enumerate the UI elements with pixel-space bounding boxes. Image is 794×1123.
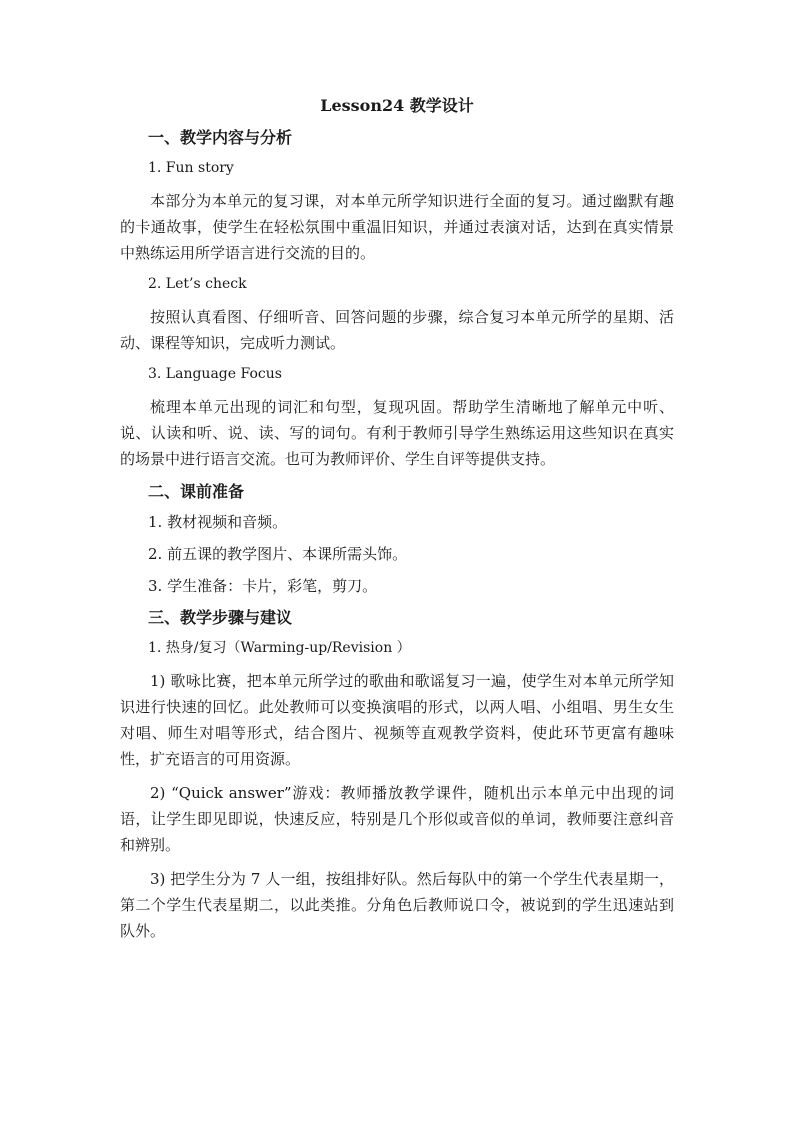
list-item-preparation-3: 3. 学生准备：卡片，彩笔，剪刀。 — [148, 577, 378, 595]
paragraph-language-focus: 梳理本单元出现的词汇和句型，复现巩固。帮助学生清晰地了解单元中听、说、认读和听、说、读、写的词句。有利于教师引导学生熟练运用这些知识在真实的场景中进行语言交流。也可为教师评价、学生自评等提供支持。 — [120, 398, 674, 468]
section-heading-content-analysis: 一、教学内容与分析 — [148, 128, 293, 147]
paragraph-step-1: 1) 歌咏比赛，把本单元所学过的歌曲和歌谣复习一遍，使学生对本单元所学知识进行快速的回忆。此处教师可以变换演唱的形式，以两人唱、小组唱、男生女生对唱、师生对唱等形式，结合图片、视频等直观教学资料，使此环节更富有趣味性，扩充语言的可用资源。 — [120, 672, 674, 768]
paragraph-step-2: 2) “Quick answer”游戏：教师播放教学课件，随机出示本单元中出现的词语，让学生即见即说，快速反应，特别是几个形似或音似的单词，教师要注意纠音和辨别。 — [120, 784, 674, 854]
paragraph-lets-check: 按照认真看图、仔细听音、回答问题的步骤，综合复习本单元所学的星期、活动、课程等知识，完成听力测试。 — [120, 308, 674, 352]
section-heading-preparation: 二、课前准备 — [148, 482, 245, 501]
subheading-warming-up: 1. 热身/复习（Warming-up/Revision ） — [148, 640, 411, 656]
paragraph-step-3: 3) 把学生分为 7 人一组，按组排好队。然后每队中的第一个学生代表星期一，第二个学生代表星期二，以此类推。分角色后教师说口令，被说到的学生迅速站到队外。 — [120, 870, 674, 940]
list-item-preparation-2: 2. 前五课的教学图片、本课所需头饰。 — [148, 545, 408, 563]
paragraph-fun-story: 本部分为本单元的复习课，对本单元所学知识进行全面的复习。通过幽默有趣的卡通故事，使学生在轻松氛围中重温旧知识，并通过表演对话，达到在真实情景中熟练运用所学语言进行交流的目的。 — [120, 192, 674, 262]
document-page — [120, 96, 674, 952]
section-heading-teaching-steps: 三、教学步骤与建议 — [148, 608, 293, 627]
subheading-language-focus: 3. Language Focus — [148, 366, 282, 382]
list-item-preparation-1: 1. 教材视频和音频。 — [148, 513, 288, 531]
subheading-lets-check: 2. Let’s check — [148, 276, 247, 292]
subheading-fun-story: 1. Fun story — [148, 160, 234, 176]
document-title: Lesson24 教学设计 — [320, 96, 474, 115]
